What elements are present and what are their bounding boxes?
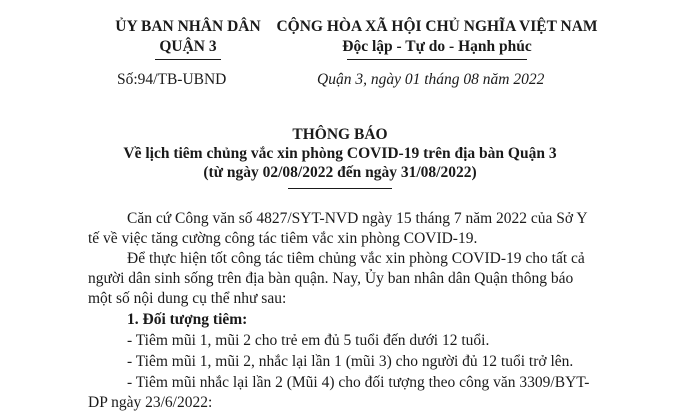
paragraph-legal-basis: Căn cứ Công văn số 4827/SYT-NVD ngày 15 tháng 7 năm 2022 của Sở Y	[127, 210, 588, 227]
document-period: (từ ngày 02/08/2022 đến ngày 31/08/2022)	[203, 164, 477, 181]
document-number: Số:94/TB-UBND	[117, 71, 227, 88]
title-underline	[288, 188, 392, 189]
list-item: - Tiêm mũi 1, mũi 2 cho trẻ em đủ 5 tuổi đến dưới 12 tuổi.	[127, 332, 490, 349]
list-item: - Tiêm mũi 1, mũi 2, nhắc lại lần 1 (mũi 3) cho người đủ 12 tuổi trở lên.	[127, 353, 574, 370]
nation-title: CỘNG HÒA XÃ HỘI CHỦ NGHĨA VIỆT NAM	[276, 18, 598, 35]
place-and-date: Quận 3, ngày 01 tháng 08 năm 2022	[317, 71, 545, 88]
motto-underline	[347, 59, 527, 60]
list-item: - Tiêm mũi nhắc lại lần 2 (Mũi 4) cho đối tượng theo công văn 3309/BYT-	[127, 374, 590, 391]
paragraph-purpose-end: một số nội dung cụ thể như sau:	[88, 290, 287, 307]
paragraph-purpose: Để thực hiện tốt công tác tiêm chủng vắc xin phòng COVID-19 cho tất cả	[127, 250, 585, 267]
paragraph-purpose-cont: người dân sinh sống trên địa bàn quận. Nay, Ủy ban nhân dân Quận thông báo	[88, 270, 574, 287]
document-title: THÔNG BÁO	[292, 126, 388, 143]
org-underline	[155, 59, 221, 60]
national-motto: Độc lập - Tự do - Hạnh phúc	[342, 38, 532, 55]
section-heading: 1. Đối tượng tiêm:	[127, 311, 248, 328]
document-subject: Về lịch tiêm chủng vắc xin phòng COVID-19 trên địa bàn Quận 3	[123, 145, 557, 162]
paragraph-legal-basis-cont: tế về việc tăng cường công tác tiêm vắc xin phòng COVID-19.	[88, 230, 478, 247]
org-name: ỦY BAN NHÂN DÂN	[115, 18, 261, 35]
list-item-cont: DP ngày 23/6/2022:	[88, 394, 213, 411]
org-district: QUẬN 3	[159, 38, 217, 55]
